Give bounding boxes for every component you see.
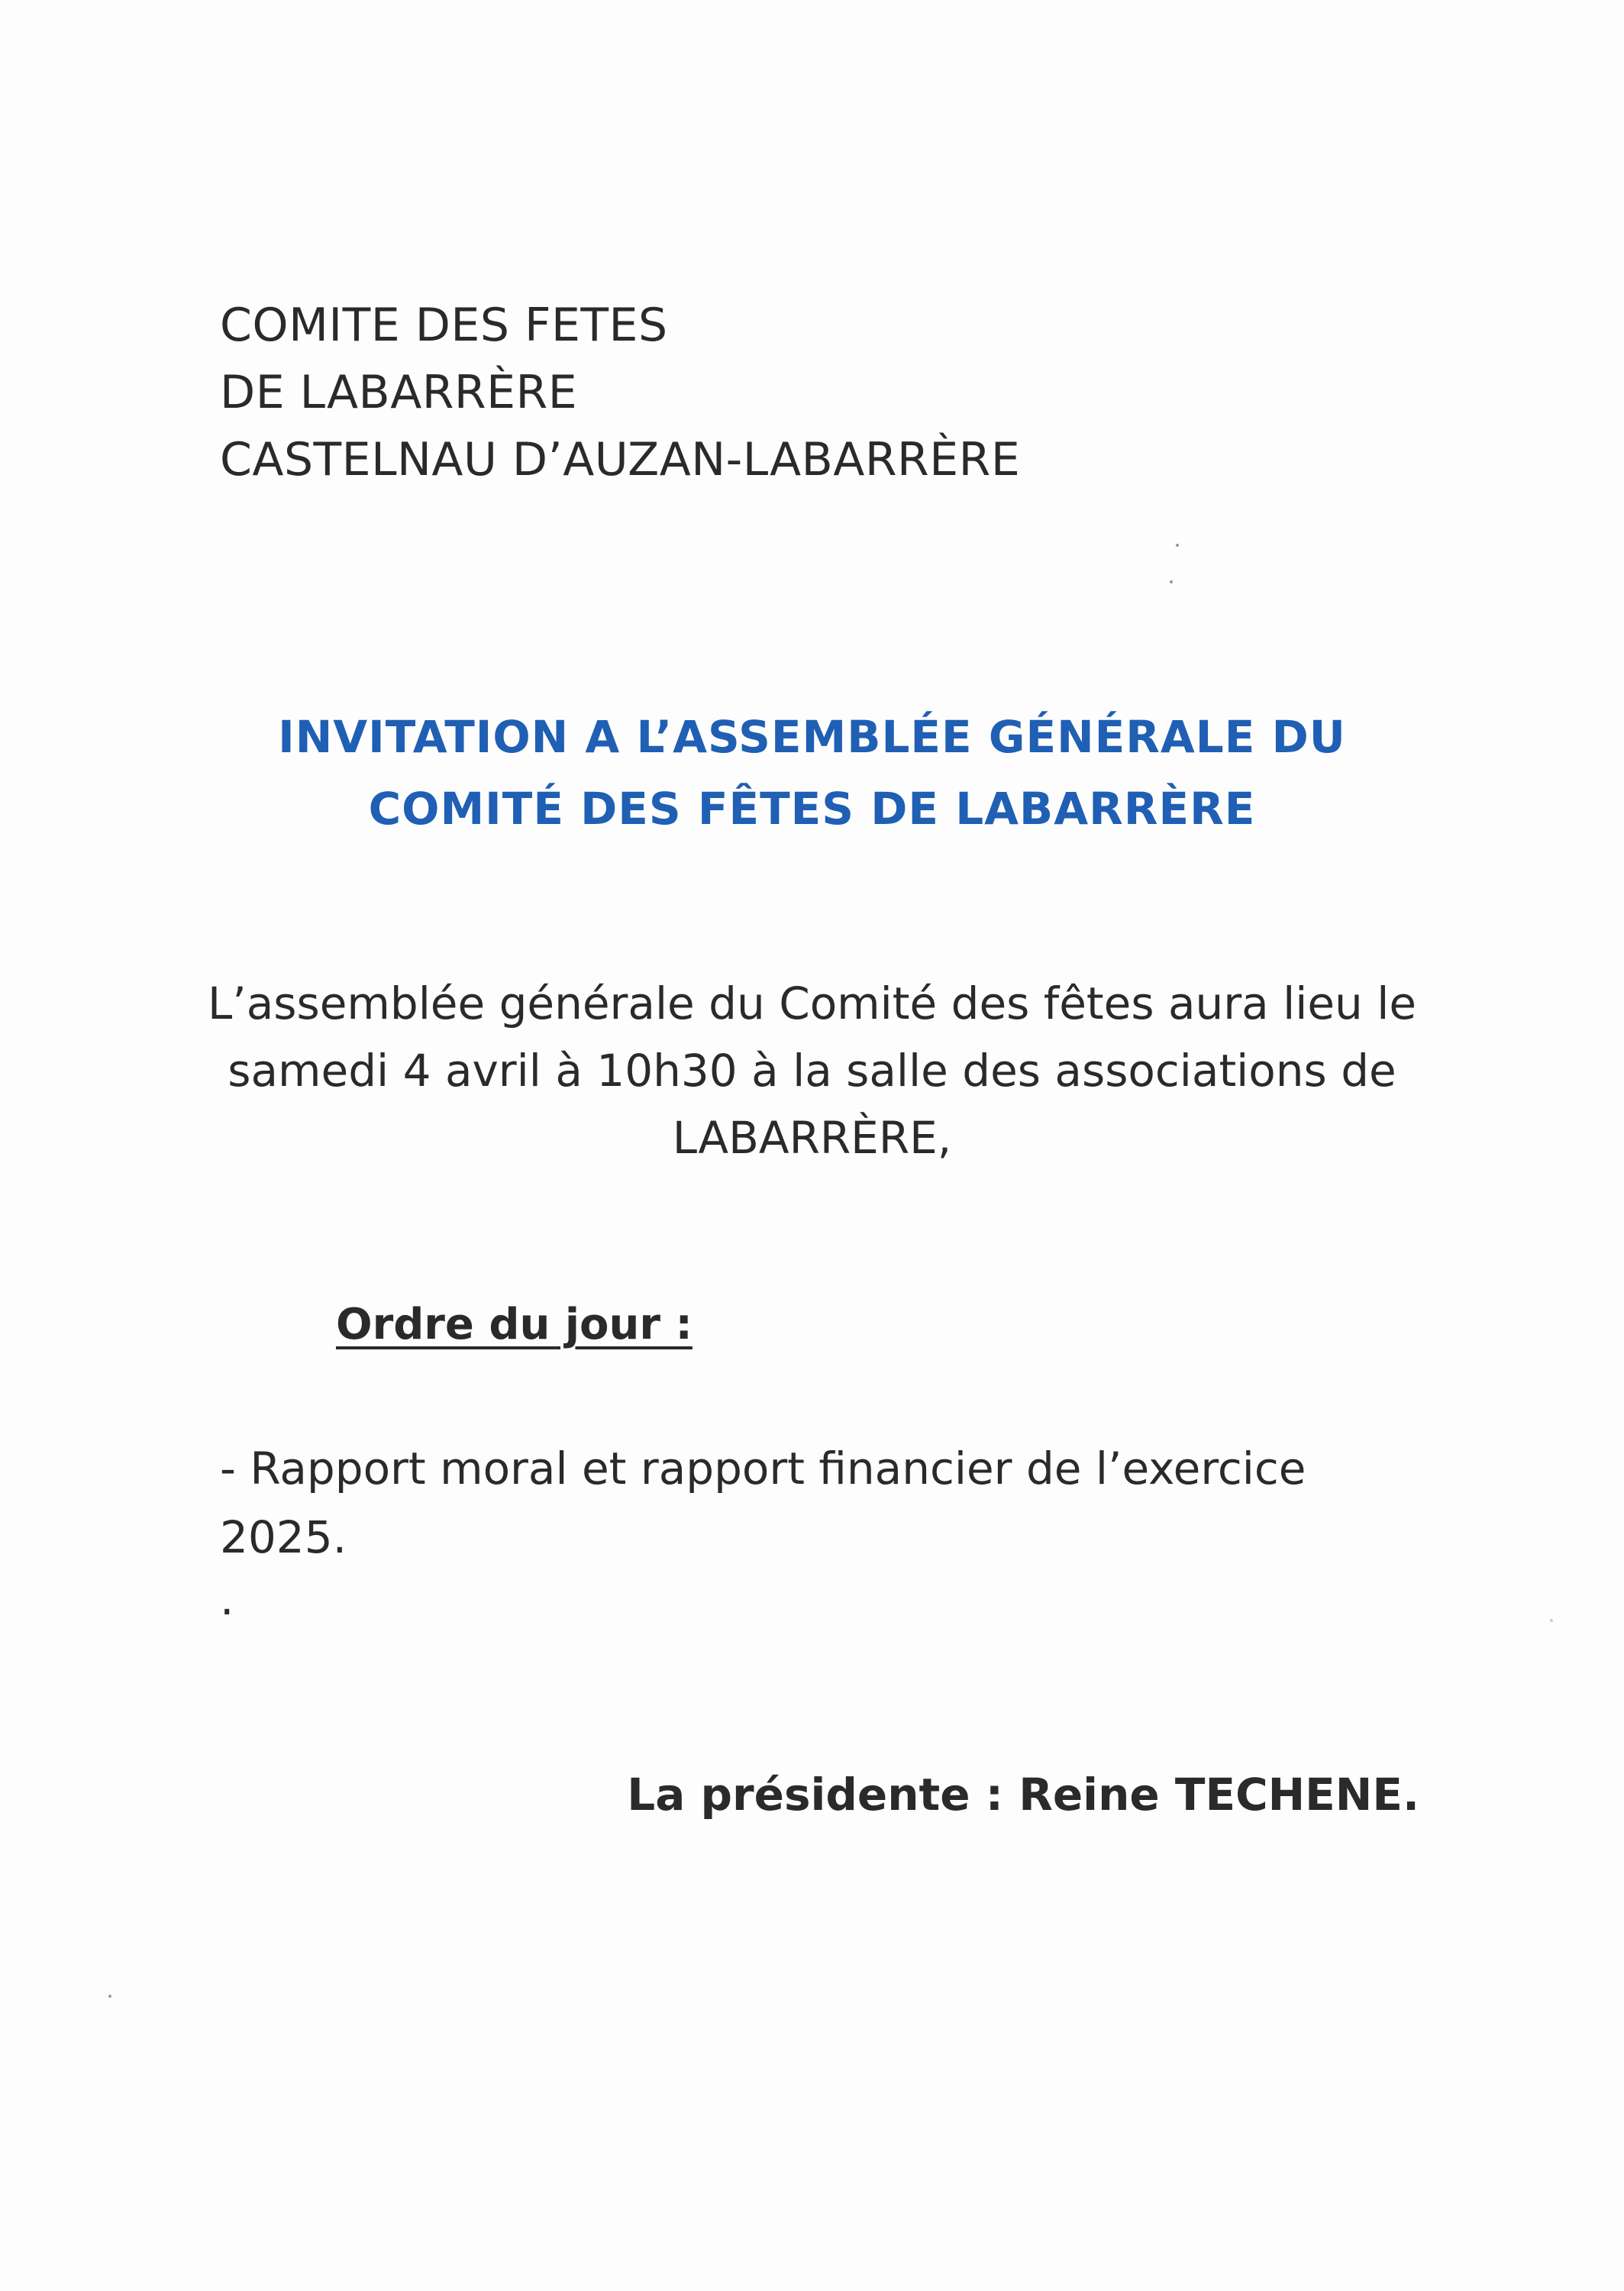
- invitation-title: [0, 701, 1624, 845]
- agenda-item-line-1: - Rapport moral et rapport financier de l’exercice: [220, 1443, 1306, 1494]
- scan-speck: [1550, 1619, 1553, 1622]
- agenda-heading: Ordre du jour :: [336, 1300, 693, 1349]
- scan-speck: [1176, 544, 1179, 547]
- scan-speck: [1170, 580, 1173, 583]
- header-line-3: CASTELNAU D’AUZAN-LABARRÈRE: [220, 433, 1021, 486]
- organization-header: [220, 292, 1020, 493]
- signature-line: La présidente : Reine TECHENE.: [627, 1769, 1419, 1821]
- agenda-item-line-2: 2025.: [220, 1511, 347, 1563]
- announcement-paragraph: [0, 970, 1624, 1171]
- announcement-line-3: LABARRÈRE,: [672, 1112, 952, 1164]
- agenda-trailing-mark: .: [220, 1573, 234, 1625]
- title-line-1: INVITATION A L’ASSEMBLÉE GÉNÉRALE DU: [278, 711, 1346, 763]
- agenda-item: [220, 1434, 1306, 1572]
- title-line-2: COMITÉ DES FÊTES DE LABARRÈRE: [368, 783, 1256, 835]
- header-line-2: DE LABARRÈRE: [220, 366, 578, 419]
- scan-speck: [108, 1995, 111, 1998]
- announcement-line-1: L’assemblée générale du Comité des fêtes aura lieu le: [207, 977, 1417, 1029]
- announcement-line-2: samedi 4 avril à 10h30 à la salle des associations de: [228, 1045, 1396, 1097]
- header-line-1: COMITE DES FETES: [220, 299, 668, 352]
